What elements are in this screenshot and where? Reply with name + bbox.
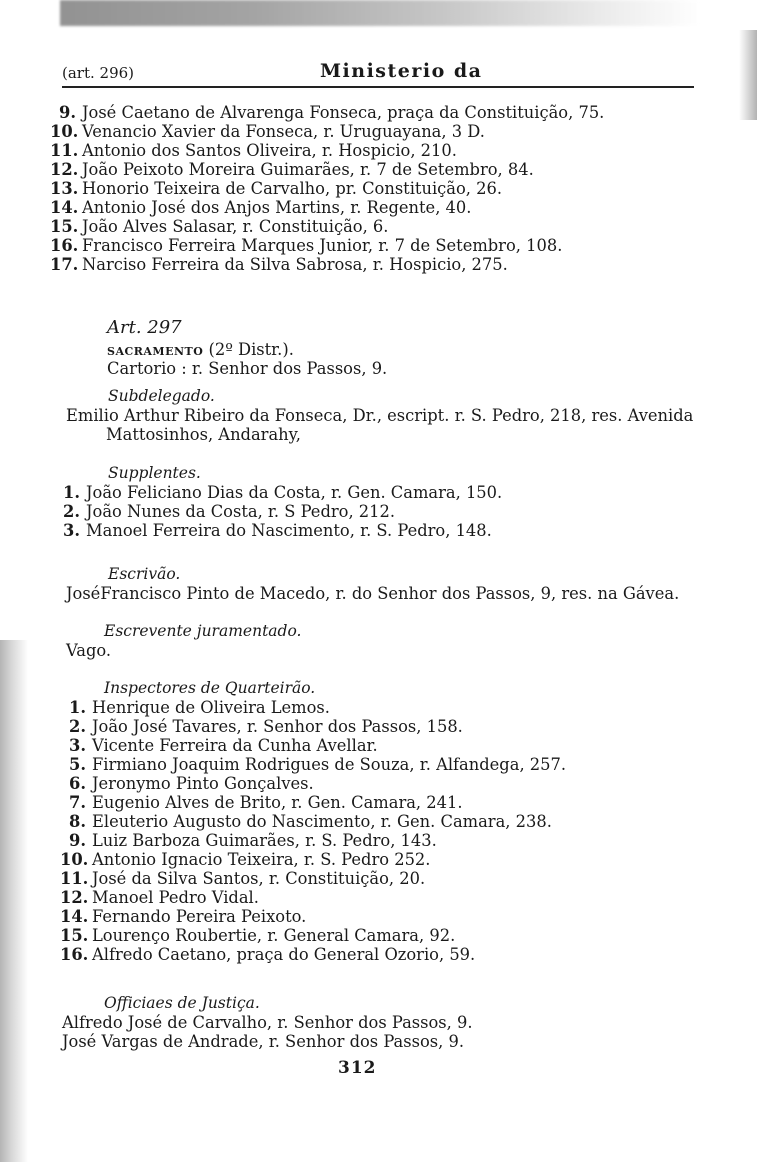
list-item <box>50 160 604 179</box>
scan-edge-right <box>739 30 757 120</box>
list-item-text: José Caetano de Alvarenga Fonseca, praça da Constituição, 75. <box>82 103 605 122</box>
article-section <box>107 318 387 378</box>
supplentes-section <box>60 464 502 540</box>
list-item <box>60 502 502 521</box>
list-item <box>50 255 604 274</box>
list-item <box>50 179 604 198</box>
list-top <box>50 103 604 274</box>
subdelegado-line-2: Mattosinhos, Andarahy, <box>106 425 301 444</box>
escrevente-section <box>66 622 301 660</box>
list-item <box>60 907 566 926</box>
header-article-ref: (art. 296) <box>62 64 135 82</box>
list-item <box>60 483 502 502</box>
list-item-number: 10. <box>50 122 79 141</box>
list-item <box>60 888 566 907</box>
list-item <box>60 926 566 945</box>
officiaes-section <box>62 994 473 1051</box>
list-item-text: Antonio Ignacio Teixeira, r. S. Pedro 252. <box>92 850 431 869</box>
list-item-number: 1. <box>63 483 80 502</box>
list-item-text: Venancio Xavier da Fonseca, r. Uruguayana, 3 D. <box>82 122 485 141</box>
list-item-text: João Nunes da Costa, r. S Pedro, 212. <box>86 502 396 521</box>
escrevente-heading: Escrevente juramentado. <box>104 622 302 640</box>
list-item-number: 1. <box>69 698 86 717</box>
subdelegado-section <box>66 387 693 444</box>
list-item-text: João Feliciano Dias da Costa, r. Gen. Camara, 150. <box>86 483 503 502</box>
list-item-text: Antonio José dos Anjos Martins, r. Regente, 40. <box>82 198 472 217</box>
escrivao-text: JoséFrancisco Pinto de Macedo, r. do Senhor dos Passos, 9, res. na Gávea. <box>66 584 680 603</box>
list-item-text: Eugenio Alves de Brito, r. Gen. Camara, 241. <box>92 793 463 812</box>
list-item-number: 13. <box>50 179 79 198</box>
list-item-number: 9. <box>69 831 86 850</box>
escrevente-text: Vago. <box>66 641 112 660</box>
list-item-number: 7. <box>69 793 86 812</box>
list-item-number: 16. <box>60 945 89 964</box>
header-title: Ministerio da <box>320 60 483 82</box>
page-number: 312 <box>338 1058 377 1078</box>
list-item-text: Francisco Ferreira Marques Junior, r. 7 de Setembro, 108. <box>82 236 563 255</box>
list-item-text: João Peixoto Moreira Guimarães, r. 7 de Setembro, 84. <box>82 160 534 179</box>
list-item-number: 12. <box>60 888 89 907</box>
list-item-text: Alfredo Caetano, praça do General Ozorio, 59. <box>92 945 476 964</box>
list-item <box>60 717 566 736</box>
district-name: SACRAMENTO <box>107 345 204 358</box>
cartorio-line: Cartorio : r. Senhor dos Passos, 9. <box>107 359 388 378</box>
list-item: Alfredo José de Carvalho, r. Senhor dos Passos, 9. <box>62 1013 473 1032</box>
list-item <box>60 793 566 812</box>
list-item: José Vargas de Andrade, r. Senhor dos Passos, 9. <box>62 1032 465 1051</box>
list-item-text: Lourenço Roubertie, r. General Camara, 92. <box>92 926 456 945</box>
list-item-number: 15. <box>60 926 89 945</box>
list-item <box>60 869 566 888</box>
list-item-number: 9. <box>59 103 76 122</box>
list-item-number: 5. <box>69 755 86 774</box>
list-item-text: Narciso Ferreira da Silva Sabrosa, r. Hospicio, 275. <box>82 255 508 274</box>
list-item-text: Fernando Pereira Peixoto. <box>92 907 307 926</box>
list-item <box>60 831 566 850</box>
list-item-text: Manoel Pedro Vidal. <box>92 888 259 907</box>
list-item <box>60 698 566 717</box>
subdelegado-line-1: Emilio Arthur Ribeiro da Fonseca, Dr., escript. r. S. Pedro, 218, res. Avenida <box>66 406 694 425</box>
list-item-number: 8. <box>69 812 86 831</box>
list-item-number: 2. <box>69 717 86 736</box>
subdelegado-heading: Subdelegado. <box>108 387 215 405</box>
list-item-number: 15. <box>50 217 79 236</box>
list-item <box>60 945 566 964</box>
supplentes-heading: Supplentes. <box>108 464 201 482</box>
list-item <box>50 198 604 217</box>
list-item-number: 3. <box>69 736 86 755</box>
list-item <box>60 850 566 869</box>
list-item <box>50 236 604 255</box>
list-item-text: Manoel Ferreira do Nascimento, r. S. Pedro, 148. <box>86 521 492 540</box>
list-item <box>50 103 604 122</box>
running-header <box>62 60 694 88</box>
list-item-number: 3. <box>63 521 80 540</box>
list-item <box>60 812 566 831</box>
list-item-text: Henrique de Oliveira Lemos. <box>92 698 330 717</box>
list-item-text: Firmiano Joaquim Rodrigues de Souza, r. Alfandega, 257. <box>92 755 567 774</box>
officiaes-heading: Officiaes de Justiça. <box>104 994 260 1012</box>
list-item <box>50 122 604 141</box>
article-title: Art. 297 <box>107 317 182 338</box>
list-item <box>60 755 566 774</box>
list-item-number: 2. <box>63 502 80 521</box>
list-item-text: José da Silva Santos, r. Constituição, 20. <box>92 869 426 888</box>
list-item-text: Antonio dos Santos Oliveira, r. Hospicio, 210. <box>82 141 457 160</box>
list-item-text: Eleuterio Augusto do Nascimento, r. Gen. Camara, 238. <box>92 812 552 831</box>
list-item-number: 11. <box>60 869 89 888</box>
scan-smudge-top <box>60 0 700 26</box>
list-item-number: 12. <box>50 160 79 179</box>
list-item-text: João Alves Salasar, r. Constituição, 6. <box>82 217 389 236</box>
list-item-number: 14. <box>60 907 89 926</box>
list-item <box>60 521 502 540</box>
escrivao-heading: Escrivão. <box>108 565 181 583</box>
list-item-number: 11. <box>50 141 79 160</box>
list-item-text: Vicente Ferreira da Cunha Avellar. <box>92 736 378 755</box>
list-item-number: 14. <box>50 198 79 217</box>
list-item <box>60 736 566 755</box>
list-item-number: 16. <box>50 236 79 255</box>
escrivao-section <box>66 565 679 603</box>
list-item-number: 10. <box>60 850 89 869</box>
list-item <box>60 774 566 793</box>
district-line <box>107 340 387 359</box>
list-item-text: Jeronymo Pinto Gonçalves. <box>92 774 314 793</box>
list-item-text: Luiz Barboza Guimarães, r. S. Pedro, 143. <box>92 831 437 850</box>
header-rule <box>62 86 694 88</box>
list-item <box>50 141 604 160</box>
list-item-text: Honorio Teixeira de Carvalho, pr. Constituição, 26. <box>82 179 503 198</box>
inspectores-section <box>60 679 566 964</box>
list-item-number: 6. <box>69 774 86 793</box>
list-item-number: 17. <box>50 255 79 274</box>
inspectores-heading: Inspectores de Quarteirão. <box>104 679 316 697</box>
list-item-text: João José Tavares, r. Senhor dos Passos, 158. <box>92 717 463 736</box>
district-suffix: (2º Distr.). <box>208 340 294 359</box>
list-item <box>50 217 604 236</box>
scan-edge-left <box>0 640 28 1162</box>
